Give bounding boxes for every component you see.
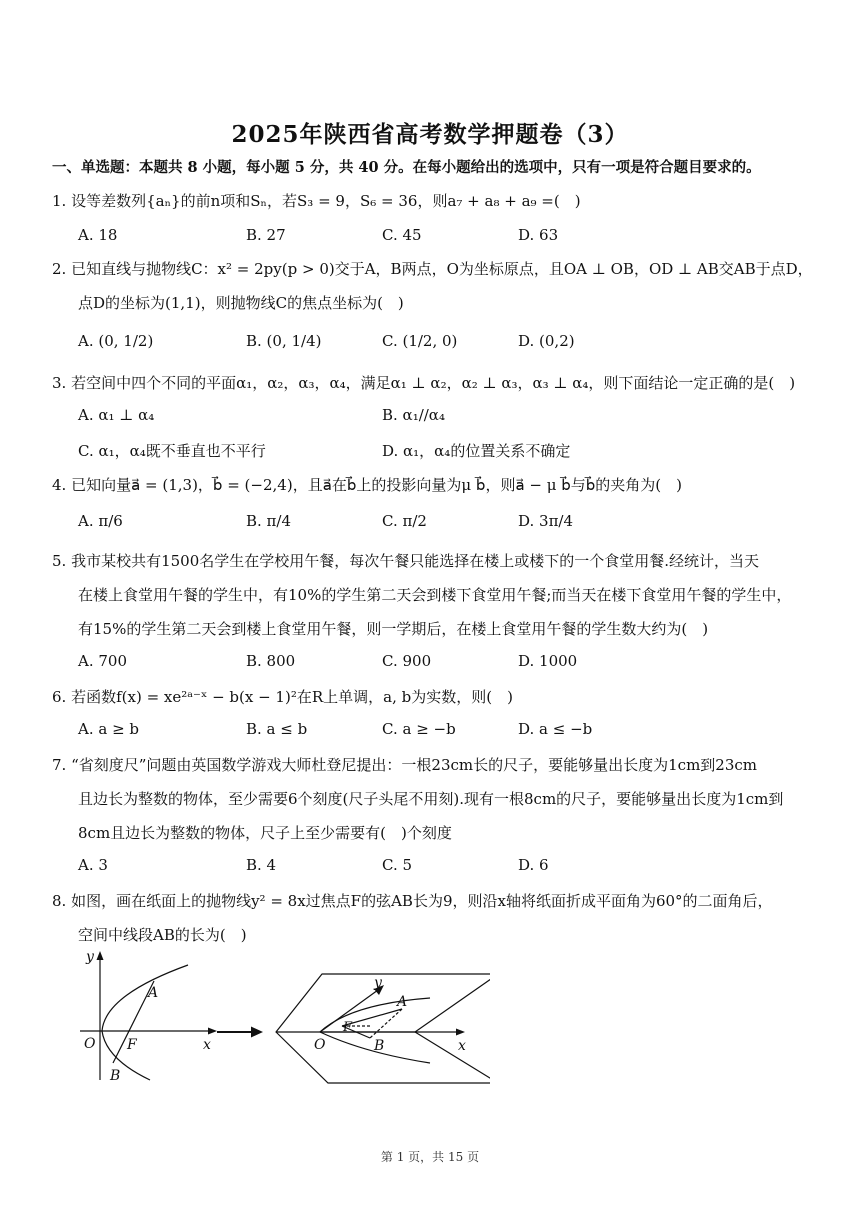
q2-option-a: A. (0, 1/2) [78,332,154,350]
q1-option-b: B. 27 [246,226,286,244]
q5-option-c: C. 900 [382,652,432,670]
q4-option-c: C. π/2 [382,512,427,530]
q3-option-b: B. α₁//α₄ [382,406,445,424]
q4-option-d: D. 3π/4 [518,512,574,530]
question-5-text-line3: 有15%的学生第二天会到楼上食堂用午餐，则一学期后，在楼上食堂用午餐的学生数大约为( ) [78,620,709,638]
left-label-y: y [86,949,94,965]
section-heading: 一、单选题：本题共 8 小题，每小题 5 分，共 40 分。在每小题给出的选项中，只有一项是符合题目要求的。 [52,159,761,176]
question-7-text-line3: 8cm且边长为整数的物体，尺子上至少需要有( )个刻度 [78,824,452,842]
left-label-o: O [84,1036,96,1052]
right-label-f: F [343,1020,353,1035]
q5-option-a: A. 700 [78,652,127,670]
right-label-x: x [458,1038,466,1054]
q6-option-c: C. a ≥ −b [382,720,456,738]
left-label-f: F [127,1037,137,1053]
question-2-text-line1: 2. 已知直线与抛物线C：x² = 2py(p > 0)交于A，B两点，O为坐标原点，且OA ⊥ OB，OD ⊥ AB交AB于点D， [52,260,813,278]
folded-figure [270,968,490,1088]
parabola-curve [102,965,188,1080]
left-label-a: A [148,985,159,1001]
q5-option-d: D. 1000 [518,652,578,670]
question-8-text-line1: 8. 如图，画在纸面上的抛物线y² = 8x过焦点F的弦AB长为9，则沿x轴将纸面折成平面角为60°的二面角后， [52,892,773,910]
q2-option-d: D. (0,2) [518,332,575,350]
fold-arrow-icon [215,1022,265,1042]
y-axis-arrow [97,951,104,960]
q6-option-d: D. a ≤ −b [518,720,593,738]
question-1-text: 1. 设等差数列{aₙ}的前n项和Sₙ，若S₃ = 9，S₆ = 36，则a₇ + a₈ + a₉ =( ) [52,192,581,210]
question-5-text-line2: 在楼上食堂用午餐的学生中，有10%的学生第二天会到楼下食堂用午餐;而当天在楼下食堂用午餐的学生中， [78,586,792,604]
q6-option-a: A. a ≥ b [78,720,140,738]
q3-option-d: D. α₁，α₄的位置关系不确定 [382,442,571,460]
question-6-text: 6. 若函数f(x) = xe²ᵃ⁻ˣ − b(x − 1)²在R上单调，a, b为实数，则( ) [52,688,513,706]
right-label-b: B [374,1038,385,1054]
question-2-text-line2: 点D的坐标为(1,1)，则抛物线C的焦点坐标为( ) [78,294,404,312]
page-footer: 第 1 页，共 15 页 [380,1150,480,1164]
question-5-text-line1: 5. 我市某校共有1500名学生在学校用午餐，每次午餐只能选择在楼上或楼下的一个食堂用餐.经统计，当天 [52,552,760,570]
right-label-a: A [397,994,408,1010]
q2-option-b: B. (0, 1/4) [246,332,322,350]
right-label-y: y [374,975,382,991]
question-3-text: 3. 若空间中四个不同的平面α₁，α₂，α₃，α₄，满足α₁ ⊥ α₂，α₂ ⊥ α₃，α₃ ⊥ α₄，则下面结论一定正确的是( ) [52,374,796,392]
q5-option-b: B. 800 [246,652,296,670]
q3-option-a: A. α₁ ⊥ α₄ [78,406,155,424]
q4-option-a: A. π/6 [78,512,123,530]
upper-plane [276,974,490,1032]
q6-option-b: B. a ≤ b [246,720,308,738]
left-label-x: x [203,1037,211,1053]
q7-option-b: B. 4 [246,856,277,874]
q7-option-d: D. 6 [518,856,549,874]
q7-option-a: A. 3 [78,856,108,874]
question-7-text-line2: 且边长为整数的物体，至少需要6个刻度(尺子头尾不用刻).现有一根8cm的尺子，要能够量出长度为1cm到 [78,790,784,808]
left-label-b: B [110,1068,121,1084]
q1-option-d: D. 63 [518,226,559,244]
page-title: 2025年陕西省高考数学押题卷（3） [231,121,629,148]
parabola-figure [70,945,230,1085]
q1-option-c: C. 45 [382,226,422,244]
q4-option-b: B. π/4 [246,512,292,530]
right-label-o: O [314,1037,326,1053]
question-7-text-line1: 7. “省刻度尺”问题由英国数学游戏大师杜登尼提出：一根23cm长的尺子，要能够量出长度为1cm到23cm [52,756,758,774]
question-8-text-line2: 空间中线段AB的长为( ) [78,926,247,944]
q7-option-c: C. 5 [382,856,413,874]
q2-option-c: C. (1/2, 0) [382,332,458,350]
question-4-text: 4. 已知向量a⃗ = (1,3)，b⃗ = (−2,4)，且a⃗在b⃗上的投影向量为μ b⃗，则a⃗ − μ b⃗与b⃗的夹角为( ) [52,476,683,494]
q1-option-a: A. 18 [78,226,118,244]
q3-option-c: C. α₁，α₄既不垂直也不平行 [78,442,266,460]
